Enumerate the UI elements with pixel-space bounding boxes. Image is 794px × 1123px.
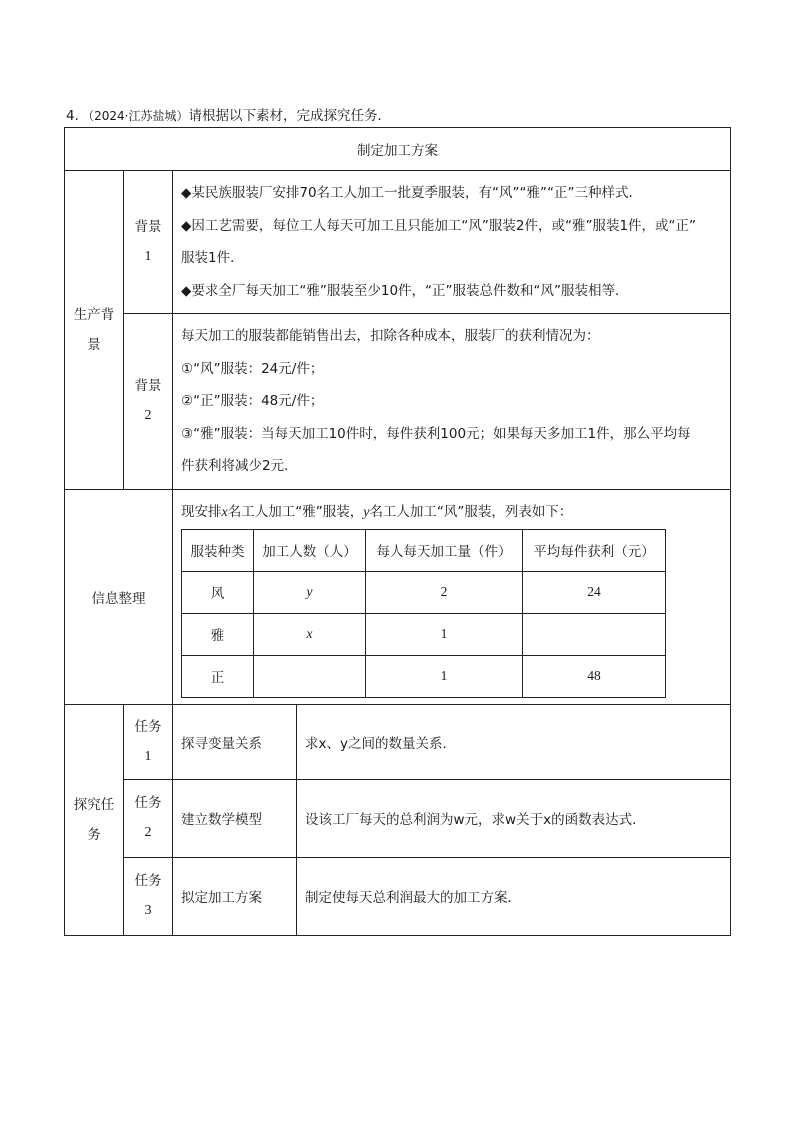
task-2-label: 任务 2 (124, 779, 173, 857)
table-title: 制定加工方案 (65, 128, 731, 171)
table-cell: y (254, 571, 366, 613)
production-background-label: 生产背 景 (65, 171, 124, 490)
header-cell: 平均每件获利（元） (523, 529, 666, 571)
task-3-description: 制定使每天总利润最大的加工方案． (297, 857, 731, 935)
table-cell (254, 655, 366, 697)
table-row (182, 655, 666, 697)
info-caption: 现安排x名工人加工“雅”服装，y名工人加工“风”服装，列表如下： (181, 503, 573, 520)
problem-source: （2024·江苏盐城） (88, 109, 189, 123)
info-label: 信息整理 (65, 489, 173, 704)
background-2-line: ①“风”服装：24元/件； (181, 360, 324, 377)
background-1-content (173, 171, 731, 314)
background-1-line: ◆要求全厂每天加工“雅”服装至少10件，“正”服装总件数和“风”服装相等． (181, 282, 629, 299)
task-1-description: 求x、y之间的数量关系． (297, 704, 731, 779)
task-2-name: 建立数学模型 (173, 779, 297, 857)
task-3-name: 拟定加工方案 (173, 857, 297, 935)
table-cell: 1 (366, 655, 523, 697)
background-2-line: 每天加工的服装都能销售出去，扣除各种成本，服装厂的获利情况为： (181, 328, 600, 344)
table-cell: 1 (366, 613, 523, 655)
table-cell: 雅 (182, 613, 254, 655)
header-cell: 每人每天加工量（件） (366, 529, 523, 571)
background-2-line: 件获利将减少2元． (181, 458, 298, 474)
table-cell: 正 (182, 655, 254, 697)
table-cell (523, 613, 666, 655)
background-1-line: 服装1件． (181, 250, 244, 266)
background-1-line: ◆因工艺需要，每位工人每天可加工且只能加工“风”服装2件，或“雅”服装1件，或“正” (181, 217, 697, 234)
problem-table (64, 127, 731, 936)
info-content (173, 489, 731, 704)
header-cell: 服装种类 (182, 529, 254, 571)
problem-number: 4． (66, 108, 89, 124)
table-cell: 24 (523, 571, 666, 613)
task-1-label: 任务 1 (124, 704, 173, 779)
background-2-content (173, 314, 731, 490)
problem-intro (66, 104, 391, 124)
background-2-line: ③“雅”服装：当每天加工10件时，每件获利100元；如果每天多加工1件，那么平均每 (181, 425, 691, 442)
tasks-label: 探究任 务 (65, 704, 124, 935)
task-2-description: 设该工厂每天的总利润为w元，求w关于x的函数表达式． (297, 779, 731, 857)
header-cell: 加工人数（人） (254, 529, 366, 571)
info-table (181, 529, 666, 698)
info-table-header-row (182, 529, 666, 571)
table-cell: 风 (182, 571, 254, 613)
background-2-label: 背景 2 (124, 314, 173, 490)
problem-instruction: 请根据以下素材，完成探究任务． (188, 108, 391, 124)
table-cell: 2 (366, 571, 523, 613)
table-row (182, 613, 666, 655)
table-cell: 48 (523, 655, 666, 697)
background-1-line: ◆某民族服装厂安排70名工人加工一批夏季服装，有“风”“雅”“正”三种样式． (181, 185, 643, 201)
table-cell: x (254, 613, 366, 655)
background-2-line: ②“正”服装：48元/件； (181, 393, 324, 409)
task-3-label: 任务 3 (124, 857, 173, 935)
task-1-name: 探寻变量关系 (173, 704, 297, 779)
background-1-label: 背景 1 (124, 171, 173, 314)
table-row (182, 571, 666, 613)
